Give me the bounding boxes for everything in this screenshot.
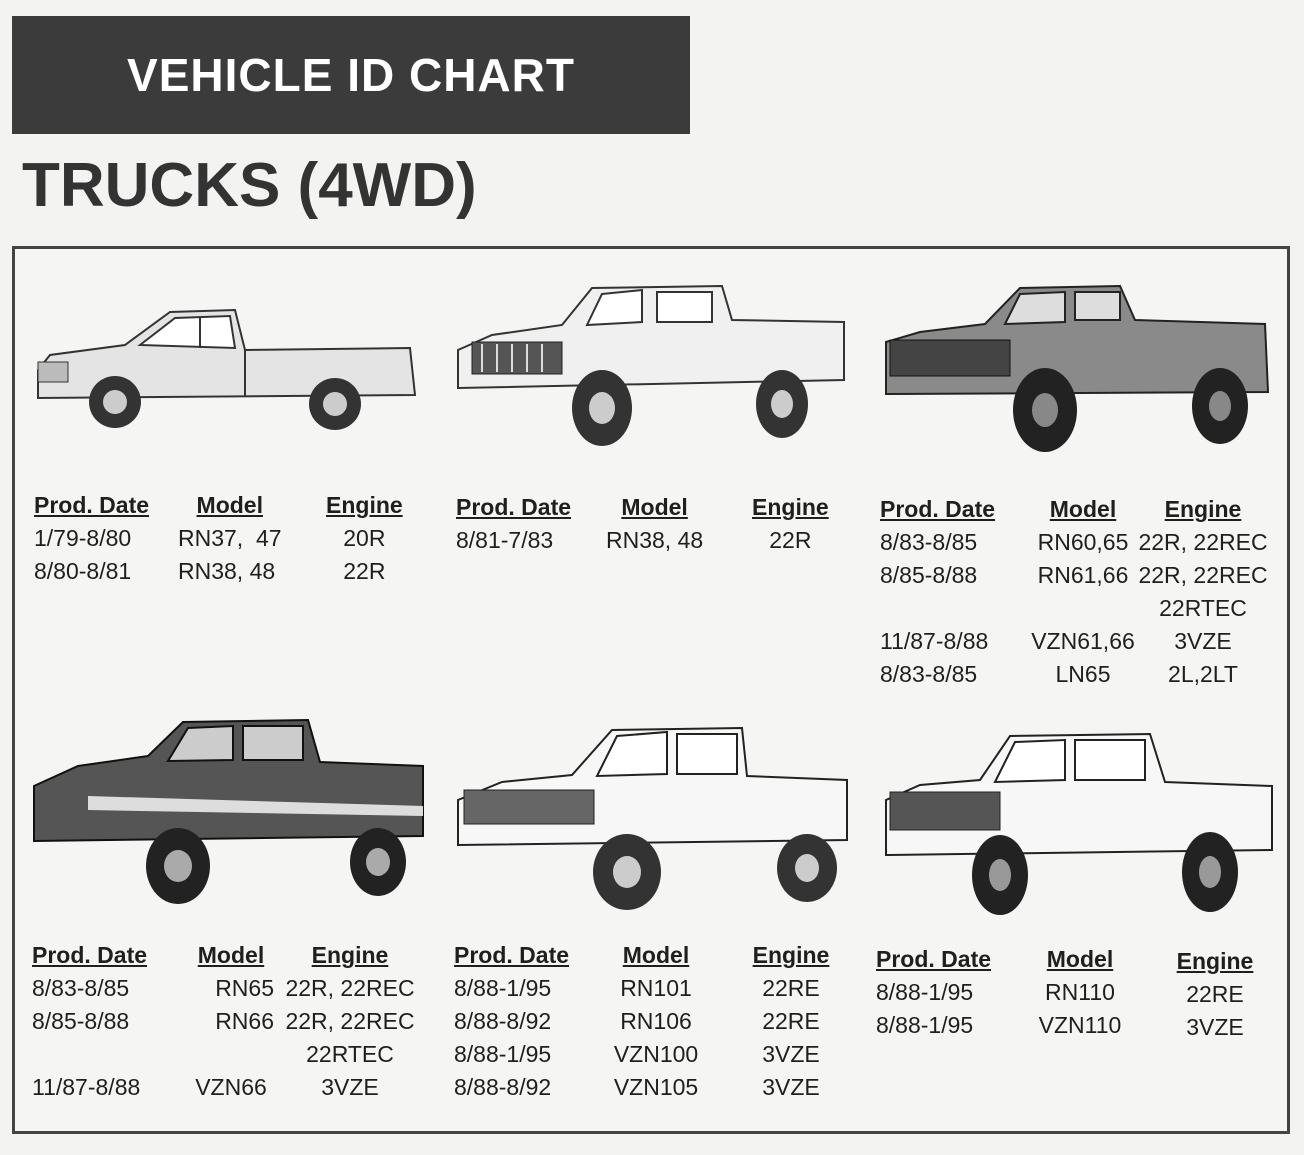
date-cell: 8/88-1/95 [876, 979, 974, 1005]
engine-cell: 3VZE [321, 1074, 379, 1100]
group1-engine-column [326, 488, 403, 588]
group2-date-column [456, 490, 571, 557]
model-cell: RN110 [1045, 979, 1115, 1005]
date-header: Prod. Date [456, 494, 572, 520]
date-cell: 8/83-8/85 [32, 975, 130, 1001]
model-cell: RN38, 48 [606, 527, 704, 553]
model-cell: VZN100 [613, 1041, 699, 1067]
group6-date-column [876, 942, 991, 1042]
model-cell: RN66 [215, 1008, 274, 1034]
date-cell [32, 1038, 147, 1071]
group6-model-column [1030, 942, 1130, 1042]
date-cell: 8/88-1/95 [454, 975, 552, 1001]
chart-banner [12, 16, 690, 134]
date-header: Prod. Date [34, 492, 150, 518]
engine-cell: 22R, 22REC [1138, 529, 1268, 555]
group4-engine-column [276, 938, 424, 1104]
engine-cell: 3VZE [1174, 628, 1232, 654]
group6-engine-column [1168, 944, 1262, 1044]
xtracab-truck-image [880, 730, 1280, 920]
group1-date-column [34, 488, 149, 588]
model-cell [1020, 592, 1146, 625]
model-header: Model [621, 494, 688, 520]
engine-cell: 22R, 22REC [1138, 562, 1268, 588]
group1-model-column [178, 488, 282, 588]
engine-header: Engine [752, 494, 829, 520]
model-cell: RN65 [215, 975, 274, 1001]
engine-cell: 22RE [1186, 981, 1244, 1007]
engine-header: Engine [1164, 496, 1242, 522]
model-cell [188, 1038, 274, 1071]
model-header: Model [196, 492, 263, 518]
date-cell: 8/88-1/95 [876, 1012, 974, 1038]
model-header: Model [197, 942, 265, 968]
model-cell: RN101 [620, 975, 692, 1001]
engine-cell: 20R [343, 525, 386, 551]
group4-date-column [32, 938, 147, 1104]
lifted-pickup-truck-image [452, 280, 848, 450]
date-cell: 11/87-8/88 [880, 628, 989, 654]
engine-cell: 22RTEC [1159, 595, 1247, 621]
date-cell: 8/81-7/83 [456, 527, 554, 553]
section-title: TRUCKS (4WD) [22, 151, 477, 220]
group5-date-column [454, 938, 569, 1104]
date-cell: 8/88-8/92 [454, 1074, 552, 1100]
extended-cab-truck-image [28, 716, 428, 906]
model-header: Model [1049, 496, 1117, 522]
date-cell: 8/83-8/85 [880, 661, 978, 687]
model-cell: VZN110 [1038, 1012, 1122, 1038]
engine-cell: 22R, 22REC [285, 1008, 415, 1034]
model-cell: LN65 [1055, 661, 1111, 687]
engine-cell: 22R, 22REC [285, 975, 415, 1001]
engine-cell: 22R [343, 558, 386, 584]
engine-header: Engine [311, 942, 389, 968]
engine-cell: 2L,2LT [1168, 661, 1238, 687]
date-header: Prod. Date [454, 942, 570, 968]
engine-cell: 22RE [762, 1008, 820, 1034]
model-cell: VZN61,66 [1031, 628, 1135, 654]
date-cell: 8/88-8/92 [454, 1008, 552, 1034]
group3-engine-column [1132, 492, 1274, 691]
engine-cell: 3VZE [762, 1041, 820, 1067]
date-cell: 8/88-1/95 [454, 1041, 552, 1067]
model-header: Model [1046, 946, 1114, 972]
engine-cell: 3VZE [762, 1074, 820, 1100]
engine-cell: 22R [769, 527, 812, 553]
date-cell: 8/85-8/88 [880, 562, 978, 588]
model-cell: RN61,66 [1037, 562, 1129, 588]
group3-date-column [880, 492, 995, 691]
dark-pickup-truck-image [880, 282, 1272, 462]
date-cell [880, 592, 995, 625]
date-cell: 8/85-8/88 [32, 1008, 130, 1034]
banner-title: VEHICLE ID CHART [127, 49, 575, 101]
compact-pickup-truck-image [30, 300, 420, 440]
model-cell: VZN105 [613, 1074, 699, 1100]
model-cell: RN38, 48 [178, 558, 276, 584]
date-cell: 11/87-8/88 [32, 1074, 141, 1100]
date-cell: 8/80-8/81 [34, 558, 132, 584]
engine-header: Engine [326, 492, 403, 518]
group3-model-column [1020, 492, 1146, 691]
date-header: Prod. Date [32, 942, 148, 968]
engine-header: Engine [752, 942, 830, 968]
date-header: Prod. Date [876, 946, 992, 972]
group5-model-column [606, 938, 706, 1104]
group2-model-column [606, 490, 703, 557]
date-cell: 8/83-8/85 [880, 529, 978, 555]
engine-cell: 3VZE [1186, 1014, 1244, 1040]
group4-model-column [188, 938, 274, 1104]
engine-cell: 22RTEC [306, 1041, 394, 1067]
model-cell: RN60,65 [1037, 529, 1129, 555]
engine-header: Engine [1176, 948, 1254, 974]
model-cell: RN37, 47 [178, 525, 282, 551]
model-cell: VZN66 [195, 1074, 267, 1100]
date-cell: 1/79-8/80 [34, 525, 132, 551]
model-header: Model [622, 942, 690, 968]
date-header: Prod. Date [880, 496, 996, 522]
group2-engine-column [752, 490, 829, 557]
regular-cab-truck-image [452, 720, 852, 910]
engine-cell: 22RE [762, 975, 820, 1001]
model-cell: RN106 [620, 1008, 692, 1034]
group5-engine-column [746, 938, 836, 1104]
